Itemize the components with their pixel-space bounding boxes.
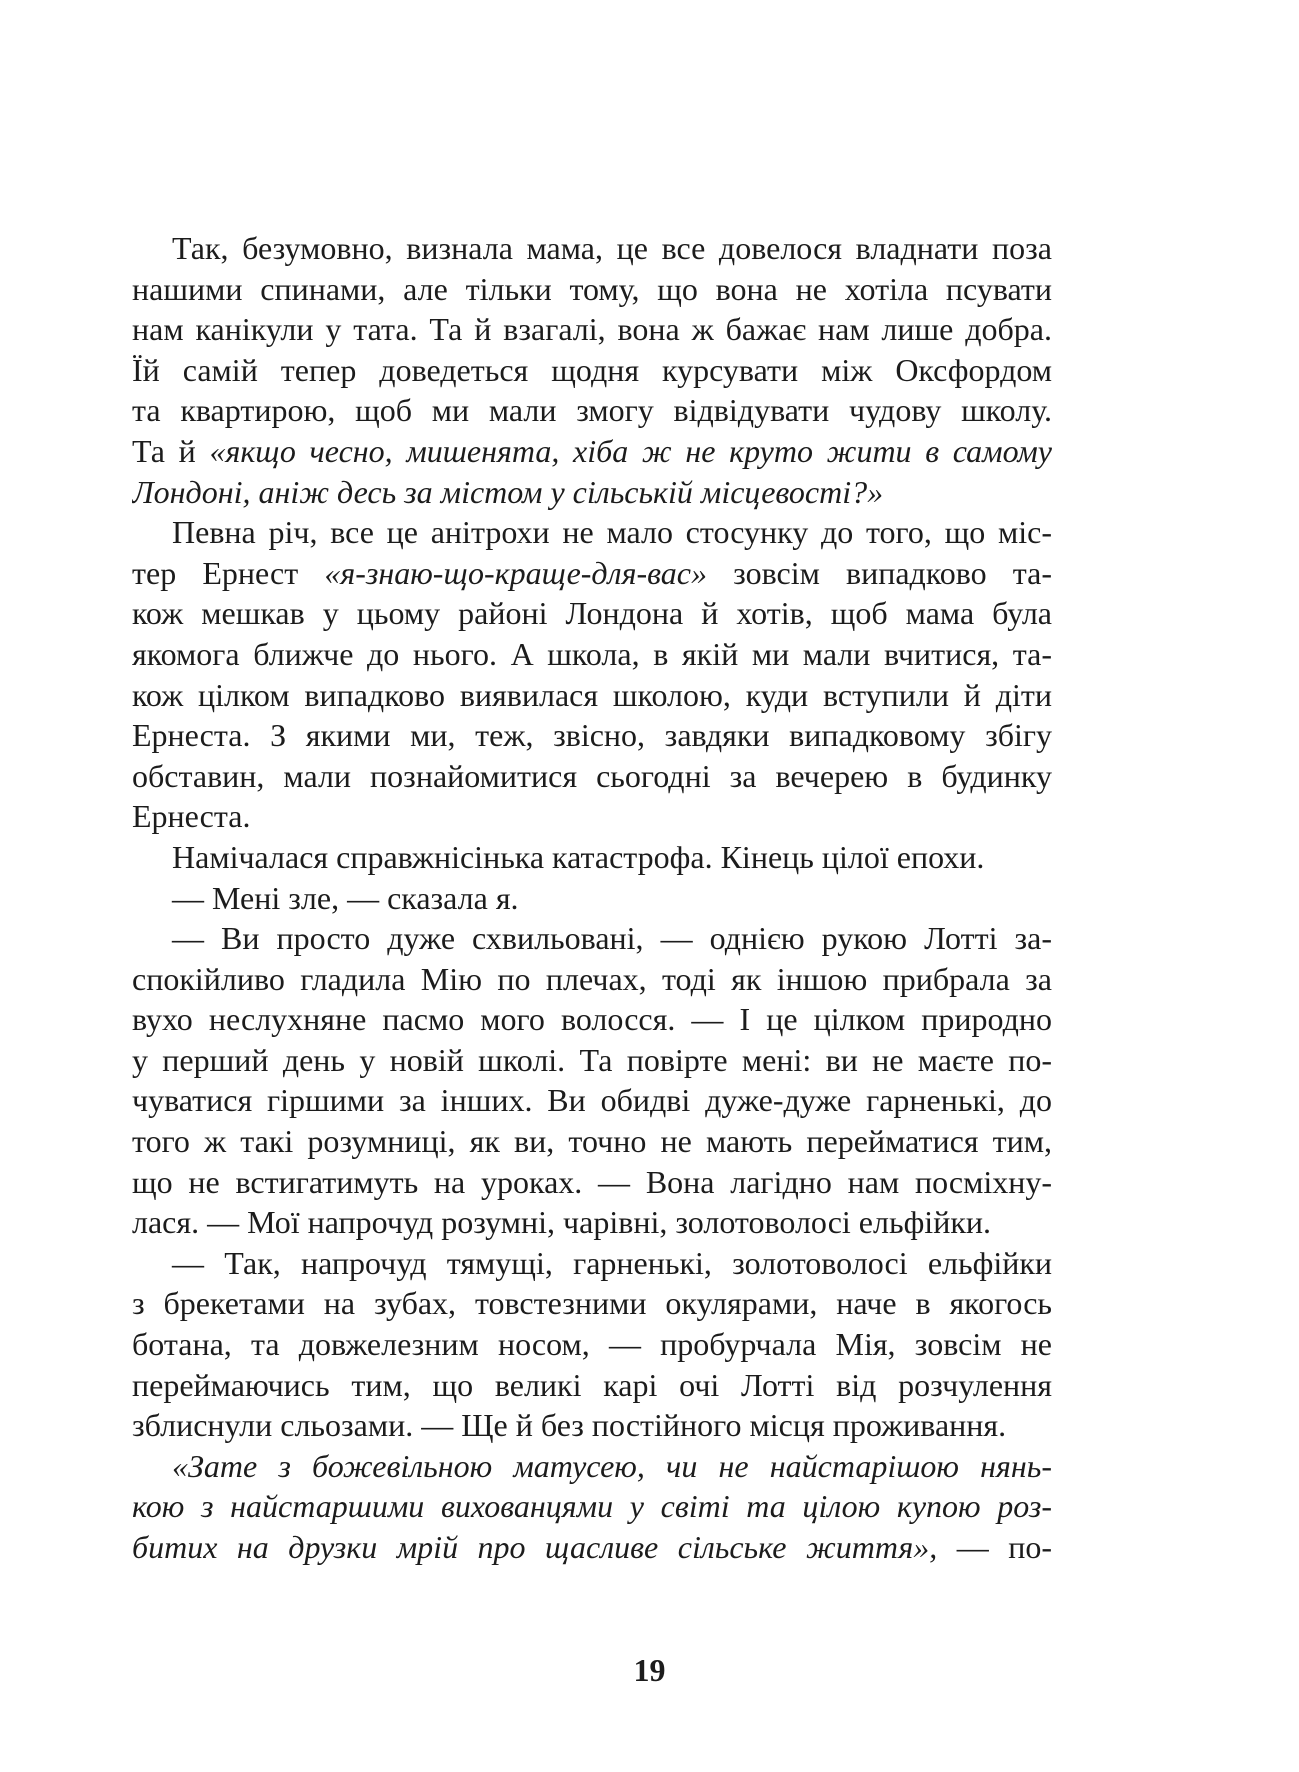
text-run: тер Ернест xyxy=(132,554,325,591)
text-line xyxy=(132,1446,1052,1487)
text-run: нашими спинами, але тільки тому, що вона не хотіла псувати xyxy=(132,270,1052,307)
text-run: вухо неслухняне пасмо мого волосся. — І це цілком природно xyxy=(132,1001,1052,1038)
text-run: зовсім випадково та- xyxy=(706,554,1052,591)
text-run: спокійливо гладила Мію по плечах, тоді як іншою прибрала за xyxy=(132,960,1052,997)
italic-run: «якщо чесно, мишенята, хіба ж не круто жити в самому xyxy=(209,432,1052,469)
text-line xyxy=(132,999,1052,1040)
text-run: обставин, мали познайомитися сьогодні за вечерею в будинку xyxy=(132,757,1052,794)
text-line xyxy=(132,1243,1052,1284)
text-line xyxy=(132,1324,1052,1365)
text-run: Так, безумовно, визнала мама, це все довелося владнати поза xyxy=(172,230,1052,266)
text-run: лася. — Мої напрочуд розумні, чарівні, золотоволосі ельфійки. xyxy=(132,1204,991,1241)
text-line xyxy=(132,1162,1052,1203)
text-run: зблиснули сльозами. — Ще й без постійного місця проживання. xyxy=(132,1407,1007,1444)
italic-run: кою з найстаршими вихованцями у світі та цілою купою роз- xyxy=(132,1488,1052,1525)
text-line xyxy=(132,1527,1052,1568)
text-run: Намічалася справжнісінька катастрофа. Кінець цілої епохи. xyxy=(172,838,985,875)
text-run: — Ви просто дуже схвильовані, — однією рукою Лотті за- xyxy=(172,920,1052,957)
text-line xyxy=(132,918,1052,959)
text-run: того ж такі розумниці, як ви, точно не мають перейматися тим, xyxy=(132,1123,1052,1160)
text-run: кож цілком випадково виявилася школою, куди вступили й діти xyxy=(132,676,1052,713)
text-run: Ернеста. З якими ми, теж, звісно, завдяки випадковому збігу xyxy=(132,717,1052,754)
text-line xyxy=(132,1040,1052,1081)
text-line xyxy=(132,593,1052,634)
text-line xyxy=(132,715,1052,756)
text-run: якомога ближче до нього. А школа, в якій ми мали вчитися, та- xyxy=(132,635,1052,672)
text-run: чуватися гіршими за інших. Ви обидві дуже-дуже гарненькі, до xyxy=(132,1082,1052,1119)
text-line xyxy=(132,1080,1052,1121)
text-line xyxy=(132,350,1052,391)
text-run: кож мешкав у цьому районі Лондона й хотів, щоб мама була xyxy=(132,595,1052,632)
text-line xyxy=(132,634,1052,675)
text-line xyxy=(132,1486,1052,1527)
text-line xyxy=(132,309,1052,350)
text-run: та квартирою, щоб ми мали змогу відвідувати чудову школу. xyxy=(132,392,1052,429)
text-run: Та й xyxy=(132,432,210,469)
text-line xyxy=(132,756,1052,797)
text-run: Ернеста. xyxy=(132,798,251,835)
text-line xyxy=(132,1365,1052,1406)
italic-run: битих на друзки мрій про щасливе сільське життя», xyxy=(132,1529,938,1565)
text-run: нам канікули у тата. Та й взагалі, вона ж бажає нам лише добра. xyxy=(132,311,1052,348)
text-line xyxy=(132,1405,1052,1446)
text-line xyxy=(132,1121,1052,1162)
text-run: у перший день у новій школі. Та повірте мені: ви не маєте по- xyxy=(132,1041,1052,1078)
text-line xyxy=(132,675,1052,716)
italic-run: Лондоні, аніж десь за містом у сільській місцевості?» xyxy=(132,473,884,510)
text-line xyxy=(132,1283,1052,1324)
text-line xyxy=(132,553,1052,594)
text-line xyxy=(132,390,1052,431)
text-run: що не встигатимуть на уроках. — Вона лагідно нам посміхну- xyxy=(132,1163,1052,1200)
italic-run: «я-знаю-що-краще-для-вас» xyxy=(324,554,707,591)
text-line xyxy=(132,472,1052,513)
text-line xyxy=(132,228,1052,269)
text-line xyxy=(132,269,1052,310)
text-run: переймаючись тим, що великі карі очі Лотті від розчулення xyxy=(132,1366,1052,1403)
text-line xyxy=(132,878,1052,919)
text-run: з брекетами на зубах, товстезними окулярами, наче в якогось xyxy=(132,1285,1052,1322)
italic-run: «Зате з божевільною матусею, чи не найстарішою нянь- xyxy=(172,1447,1052,1484)
body-text xyxy=(132,228,1052,1568)
text-line xyxy=(132,959,1052,1000)
text-run: — Мені зле, — сказала я. xyxy=(172,879,519,916)
text-line xyxy=(132,431,1052,472)
text-run: — Так, напрочуд тямущі, гарненькі, золотоволосі ельфійки xyxy=(172,1244,1052,1281)
text-run: Певна річ, все це анітрохи не мало стосунку до того, що міс- xyxy=(172,514,1052,551)
text-run: Їй самій тепер доведеться щодня курсувати між Оксфордом xyxy=(132,351,1052,388)
text-line xyxy=(132,1202,1052,1243)
page-number: 19 xyxy=(633,1652,666,1688)
text-line xyxy=(132,512,1052,553)
text-line xyxy=(132,796,1052,837)
text-run: — по- xyxy=(937,1529,1052,1565)
text-line xyxy=(132,837,1052,878)
text-run: ботана, та довжелезним носом, — пробурчала Мія, зовсім не xyxy=(132,1326,1052,1363)
